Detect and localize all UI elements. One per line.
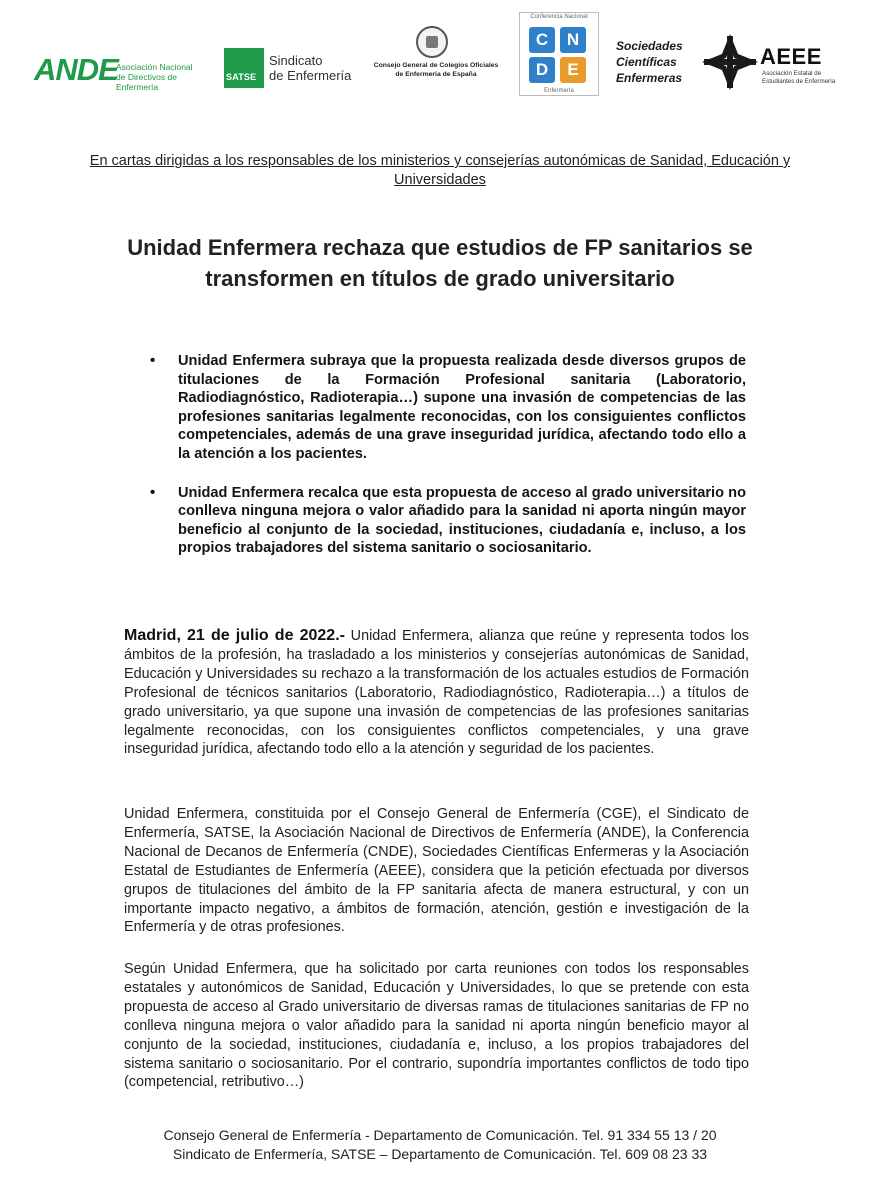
cge-logo: [358, 26, 514, 96]
cnde-letter-c: C: [529, 27, 555, 53]
body-paragraph-2: Unidad Enfermera, constituida por el Consejo General de Enfermería (CGE), el Sindicato de Enfermería, SATSE, la Asociación Nacional de Directivos de Enfermería (ANDE), la Conferencia Nacional de Decanos de Enfermería (CNDE), Sociedades Científicas Enfermeras y la Asociación Estatal de Estudiantes de Enfermería (AEEE), considera que la petición efectuada por diversos grupos de titulaciones del ámbito de la FP sanitaria afecta de manera estructural, y con un importante impacto negativo, a ámbitos de formación, atención, gestión e investigación de la Enfermería y de otras profesiones.: [124, 806, 749, 936]
aeee-logo-subtitle: [762, 70, 840, 85]
cnde-letter-e: E: [560, 57, 586, 83]
summary-bullet-list: [146, 352, 746, 578]
sociedades-line2: Científicas: [616, 55, 677, 69]
document-subheading: En cartas dirigidas a los responsables de los ministerios y consejerías autonómicas de Sanidad, Educación y Universidades: [89, 153, 791, 188]
satse-badge: [224, 48, 264, 88]
body-paragraph-1-text: Unidad Enfermera, alianza que reúne y representa todos los ámbitos de la profesión, ha trasladado a los ministerios y consejerías autonómicas de Sanidad, Educación y Universidades su rechazo a la transformación de los actuales estudios de Formación Profesional de técnicos sanitarios (Laboratorio, Radiodiagnóstico, Radioterapia…) a títulos de grado universitario, ya que supone una invasión de competencias de las profesiones sanitarias legalmente reconocidas, con los consiguientes conflictos competenciales, y una grave inseguridad jurídica, afectando todo ello a la atención y seguridad de los pacientes.: [124, 628, 750, 758]
satse-text-line2: de Enfermería: [269, 68, 352, 83]
ande-subtitle-line2: de Directivos de Enfermería: [116, 72, 177, 92]
aeee-logo-name: AEEE: [760, 44, 822, 69]
body-paragraph-3: Según Unidad Enfermera, que ha solicitado por carta reuniones con todos los responsables estatales y autonómicos de Sanidad, Educación y Universidades, lo que se pretende con esta propuesta de acceso al Grado universitario de diversas ramas de titulaciones sanitarias de FP no conlleva ninguna mejora o valor añadido para la sanidad ni aporta ningún beneficio mayor al conjunto de la sociedad, instituciones, ciudadanía e, incluso, a los propios trabajadores del sistema sanitario o sociosanitario. Por el contrario, supondría importantes conflictos de todo tipo (competencial, retributivo…): [124, 961, 749, 1091]
cnde-bottom-text: Enfermería: [544, 88, 574, 94]
summary-bullet-item: • Unidad Enfermera subraya que la propuesta realizada desde diversos grupos de titulaciones de la Formación Profesional sanitaria (Laboratorio, Radiodiagnóstico, Radioterapia…) supone una invasión de competencias de las profesiones sanitarias legalmente reconocidas, con los consiguientes conflictos competenciales, además de una grave inseguridad jurídica, afectando todo ello a la atención a los pacientes.: [146, 352, 746, 464]
satse-logo-text: [269, 53, 351, 83]
sociedades-line3: Enfermeras: [616, 71, 683, 85]
aeee-subtitle-line1: Asociación Estatal de: [762, 70, 822, 77]
aeee-logo: [700, 32, 840, 94]
cnde-letter-d: D: [529, 57, 555, 83]
cnde-top-text: Conferencia Nacional: [530, 14, 588, 20]
logo-row: [0, 0, 870, 110]
body-paragraph-1: [124, 627, 749, 759]
document-footer: [100, 1126, 780, 1164]
satse-badge-text: SATSE: [226, 72, 257, 82]
cnde-letter-n: N: [560, 27, 586, 53]
ande-logo-subtitle: [116, 62, 219, 92]
aeee-subtitle-line2: Estudiantes de Enfermería: [762, 77, 836, 85]
document-title: Unidad Enfermera rechaza que estudios de FP sanitarios se transformen en títulos de grado universitario: [127, 235, 753, 291]
cnde-logo: [519, 12, 599, 96]
dateline: Madrid, 21 de julio de 2022.-: [124, 627, 345, 644]
footer-line-1: Consejo General de Enfermería - Departamento de Comunicación. Tel. 91 334 55 13 / 20: [163, 1127, 717, 1143]
cge-logo-text: [358, 62, 514, 79]
summary-bullet-item: • Unidad Enfermera recalca que esta propuesta de acceso al grado universitario no conlleva ninguna mejora o valor añadido para la sanidad ni aporta ningún mayor beneficio al conjunto de la sociedad, instituciones, ciudadanía e, incluso, a los propios trabajadores del sistema sanitario o sociosanitario.: [146, 484, 746, 558]
ande-subtitle-line1: Asociación Nacional: [116, 62, 193, 72]
footer-line-2: Sindicato de Enfermería, SATSE – Departamento de Comunicación. Tel. 609 08 23 33: [172, 1146, 708, 1162]
sociedades-line1: Sociedades: [616, 39, 683, 53]
cge-text-line2: de Enfermería de España: [395, 70, 477, 78]
cge-text-line1: Consejo General de Colegios Oficiales: [373, 62, 499, 69]
ande-logo-mark: ANDE: [34, 52, 118, 87]
sociedades-logo: [616, 38, 706, 90]
satse-logo: [224, 48, 354, 90]
ande-logo: [34, 50, 219, 90]
cge-seal-icon: [416, 26, 448, 58]
satse-text-line1: Sindicato: [269, 53, 323, 68]
aeee-cross-icon: [700, 32, 760, 92]
